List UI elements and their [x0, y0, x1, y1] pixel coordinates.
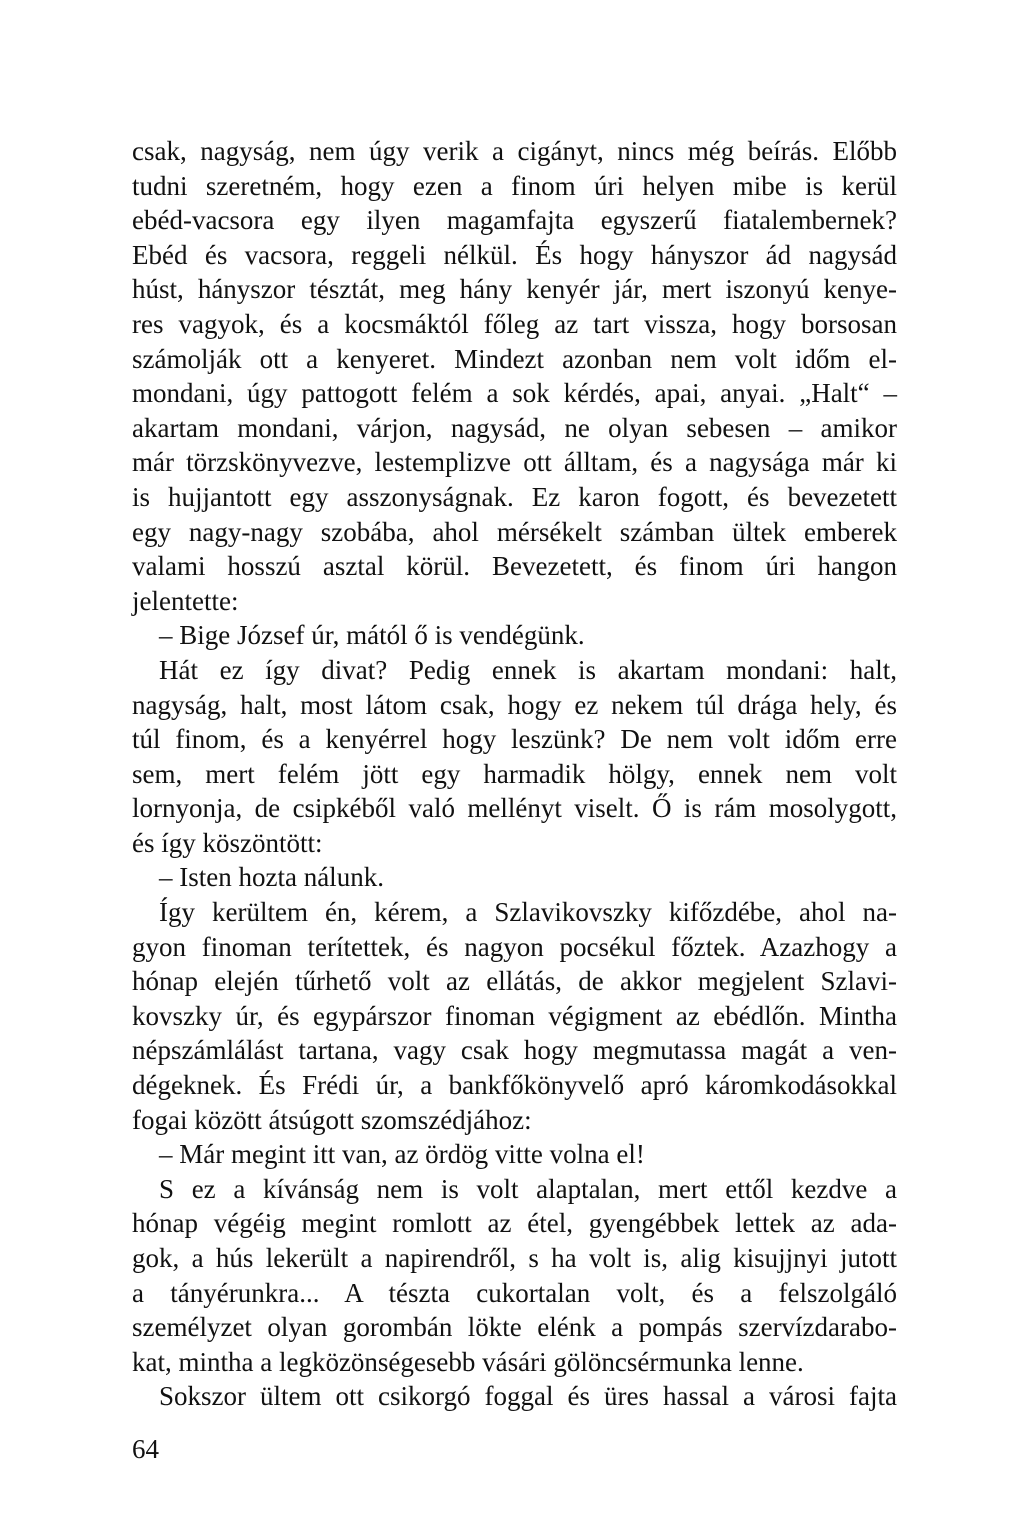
text-line: személyzet olyan gorombán lökte elénk a pompás szervízdarabo-	[132, 1312, 897, 1343]
text-line: már törzskönyvezve, lestemplizve ott álltam, és a nagysága már ki	[132, 447, 897, 478]
text-line: is hujjantott egy asszonyságnak. Ez karon fogott, és bevezetett	[132, 481, 897, 512]
page-text-block	[132, 134, 897, 1414]
text-line: tudni szeretném, hogy ezen a finom úri helyen mibe is kerül	[132, 170, 897, 201]
page-number: 64	[132, 1434, 159, 1464]
text-line: Sokszor ültem ott csikorgó foggal és üres hassal a városi fajta	[159, 1381, 897, 1412]
text-line: ebéd-vacsora egy ilyen magamfajta egyszerű fiatalembernek?	[132, 205, 897, 236]
text-line: nagyság, halt, most látom csak, hogy ez nekem túl drága hely, és	[132, 689, 897, 720]
text-line: Így kerültem én, kérem, a Szlavikovszky kifőzdébe, ahol na-	[159, 897, 897, 928]
text-line: S ez a kívánság nem is volt alaptalan, mert ettől kezdve a	[159, 1173, 897, 1204]
text-line: Ebéd és vacsora, reggeli nélkül. És hogy hányszor ád nagysád	[132, 239, 897, 270]
text-line: számolják ott a kenyeret. Mindezt azonban nem volt időm el-	[132, 343, 897, 374]
text-line: a tányérunkra... A tészta cukortalan volt, és a felszolgáló	[132, 1277, 897, 1308]
text-line: hónap végéig megint romlott az étel, gyengébbek lettek az ada-	[132, 1208, 897, 1239]
text-line: gyon finoman terítettek, és nagyon pocsékul főztek. Azazhogy a	[132, 931, 897, 962]
text-line: túl finom, és a kenyérrel hogy leszünk? De nem volt időm erre	[132, 724, 897, 755]
text-line: lornyonja, de csipkéből való mellényt viselt. Ő is rám mosolygott,	[132, 793, 897, 824]
dialogue-line: – Bige József úr, mától ő is vendégünk.	[159, 620, 585, 651]
text-line: mondani, úgy pattogott felém a sok kérdés, apai, anyai. „Halt“ –	[132, 378, 897, 409]
text-line: dégeknek. És Frédi úr, a bankfőkönyvelő apró káromkodásokkal	[132, 1070, 897, 1101]
text-line: népszámlálást tartana, vagy csak hogy megmutassa magát a ven-	[132, 1035, 897, 1066]
dialogue-line: – Már megint itt van, az ördög vitte volna el!	[159, 1139, 645, 1170]
text-line: és így köszöntött:	[132, 827, 323, 858]
text-line: kat, mintha a legközönségesebb vásári gölöncsérmunka lenne.	[132, 1346, 804, 1377]
dialogue-line: – Isten hozta nálunk.	[159, 862, 384, 893]
text-line: jelentette:	[132, 585, 239, 616]
text-line: akartam mondani, várjon, nagysád, ne olyan sebesen – amikor	[132, 412, 897, 443]
text-line: valami hosszú asztal körül. Bevezetett, és finom úri hangon	[132, 551, 897, 582]
text-line: fogai között átsúgott szomszédjához:	[132, 1104, 532, 1135]
text-line: Hát ez így divat? Pedig ennek is akartam mondani: halt,	[159, 654, 897, 685]
text-line: egy nagy-nagy szobába, ahol mérsékelt számban ültek emberek	[132, 516, 897, 547]
text-line: hónap elején tűrhető volt az ellátás, de akkor megjelent Szlavi-	[132, 966, 897, 997]
text-line: húst, hányszor tésztát, meg hány kenyér jár, mert iszonyú kenye-	[132, 274, 897, 305]
text-line: res vagyok, és a kocsmáktól főleg az tart vissza, hogy borsosan	[132, 308, 897, 339]
text-line: gok, a hús lekerült a napirendről, s ha volt is, alig kisujjnyi jutott	[132, 1243, 897, 1273]
text-line: csak, nagyság, nem úgy verik a cigányt, nincs még beírás. Előbb	[132, 136, 897, 166]
text-line: kovszky úr, és egypárszor finoman végigment az ebédlőn. Mintha	[132, 1000, 897, 1031]
text-line: sem, mert felém jött egy harmadik hölgy, ennek nem volt	[132, 758, 897, 789]
